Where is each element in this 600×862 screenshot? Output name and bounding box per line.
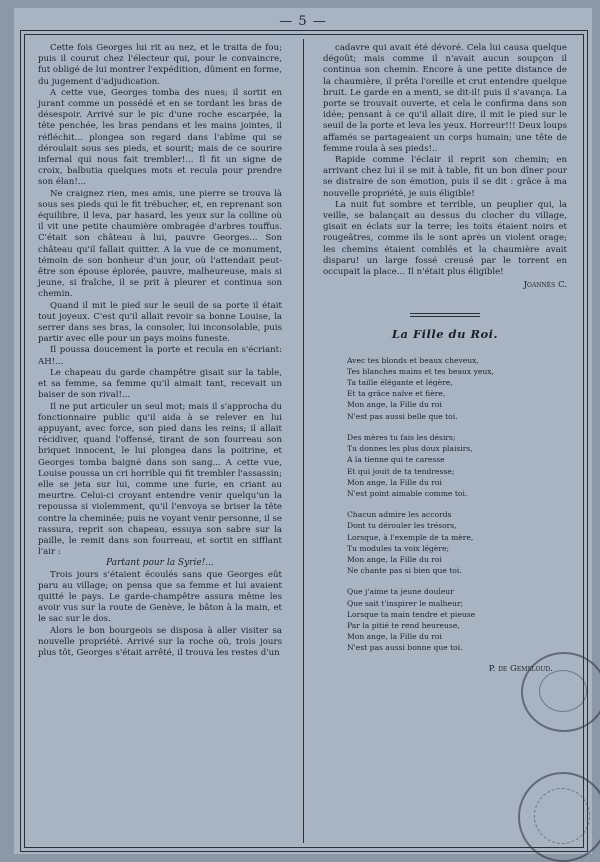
- poem-line: Que j'aime ta jeune douleur: [347, 587, 454, 597]
- paragraph: Cette fois Georges lui rit au nez, et le traita de fou; puis il courut chez l'électeur qui, pour le convaincre, fut obligé de lui montrer l'expédition, dûment en forme, du jugement d'adjudication.: [38, 43, 282, 87]
- poem-line: Chacun admire les accords: [347, 510, 452, 520]
- poem-stanza: [347, 586, 567, 653]
- column-divider: [303, 39, 304, 843]
- poem-line: Mon ange, la Fille du roi: [347, 477, 442, 487]
- poem-line: N'est pas aussi belle que toi.: [347, 411, 458, 421]
- paragraph: Alors le bon bourgeois se disposa à aller visiter sa nouvelle propriété. Arrivé sur la roche où, trois jours plus tôt, Georges s'était arrêté, il trouva les restes d'un: [38, 625, 282, 658]
- poem-line: Mon ange, la Fille du roi: [347, 632, 442, 642]
- page-frame: [24, 34, 584, 848]
- poem-line: A la tienne qui te caresse: [347, 455, 445, 465]
- newspaper-page: [14, 8, 592, 854]
- poem-line: Tes blanches mains et tes beaux yeux,: [347, 366, 494, 376]
- page-number: — 5 —: [279, 14, 327, 29]
- poem-line: Avec tes blonds et beaux cheveux,: [347, 355, 479, 365]
- poem-line: Ta taille élégante et légère,: [347, 378, 453, 388]
- poem-stanza: [347, 509, 567, 576]
- right-column: [323, 43, 567, 839]
- poem-title: La Fille du Roi.: [391, 327, 499, 342]
- paragraph: Quand il mit le pied sur le seuil de sa porte il était tout joyeux. C'est qu'il allait revoir sa bonne Louise, la serrer dans ses bras, la consoler, lui inconsolable, puis partir avec elle pour un pays moins funeste.: [38, 300, 282, 345]
- poem-stanza: [347, 432, 567, 499]
- poem-stanza: [347, 355, 567, 422]
- poem-line: N'est pas aussi bonne que toi.: [347, 643, 463, 653]
- library-stamp-mark: [518, 772, 600, 862]
- postage-stamp-mark: [521, 652, 600, 732]
- poem-line: Et qui jouit de ta tendresse;: [347, 466, 455, 476]
- poem-line: Lorsque ta main tendre et pieuse: [347, 609, 476, 619]
- paragraph: Il ne put articuler un seul mot; mais il s'approcha du fonctionnaire public qu'il aida à se relever en lui appuyant, avec force, son pied dans les reins; il allait récidiver, quand l'offensé, tirant de son fourreau son briquet innocent, le lui plongea dans la poitrine, et Georges tomba baigné dans son sang... A cette vue, Louise poussa un cri horrible qui fit trembler l'assassin; elle se jeta sur lui, comme une furie, en criant au meurtre. Celui-ci croyant entendre venir quelqu'un la repoussa si violemment, qu'il l'envoya se briser la tête contre la cheminée; puis ne voyant venir personne, il se rassura, reprit son chapeau, essuya son sabre sur la paille, le remit dans son fourreau, et sortit en sifflant l'air :: [38, 401, 282, 558]
- story-signature: Joannès C.: [523, 280, 567, 291]
- paragraph: Rapide comme l'éclair il reprit son chemin; en arrivant chez lui il se mit à table, fit un bon dîner pour se distraire de son émotion, puis il se dit : grâce à ma nouvelle propriété, je suis éligible!: [323, 155, 567, 199]
- paragraph: Trois jours s'étaient écoulés sans que Georges eût paru au village; on pensa que sa femme et lui avaient quitté le pays. Le garde-champêtre assura même les avoir vus sur la route de Genève, le bâton à la main, et le sac sur le dos.: [38, 569, 282, 625]
- poem-signature: P. de Gemsloud.: [488, 663, 553, 674]
- paragraph: cadavre qui avait été dévoré. Cela lui causa quelque dégoût; mais comme il n'avait aucun soupçon il continua son chemin. Encore à une petite distance de la chaumière, il prêta l'oreille et crut entendre quelque bruit. Le garde en a menti, se dit-il! puis il s'avança. La porte se trouvait ouverte, et cela le confirma dans son idée; pensant à ce qu'il allait dire, il mit le pied sur le seuil de la porte et leva les yeux. Horreur!!! Deux loups affamés se partageaient un corps humain; une tête de femme roula à ses pieds!..: [323, 43, 567, 154]
- paragraph: Le chapeau du garde champêtre gisait sur la table, et sa femme, sa femme qu'il aimait tant, recevait un baiser de son rival!...: [38, 367, 282, 401]
- left-column: [38, 43, 282, 839]
- poem-line: N'est point aimable comme toi.: [347, 488, 468, 498]
- paragraph: Ne craignez rien, mes amis, une pierre se trouva là sous ses pieds qui le fit trébucher, et, en reprenant son équilibre, il leva, par hasard, les yeux sur la colline où il vit une petite chaumière ombragée d'arbres touffus. C'était son château à lui, pauvre Georges... Son château qu'il fallait quitter. A la vue de ce monument, témoin de son bonheur d'un jour, où l'attendait peut-être son épouse éplorée, pauvre, malheureuse, mais si jeune, si fraîche, il se prit à pleurer et continua son chemin.: [38, 188, 282, 300]
- poem-line: Que sait t'inspirer le malheur;: [347, 598, 464, 608]
- poem-line: Par la pitié te rend heureuse,: [347, 620, 460, 630]
- poem-line: Tu modules ta voix légère;: [347, 543, 450, 553]
- poem-line: Des mères tu fais les désirs;: [347, 432, 456, 442]
- poem-line: Lorsque, à l'exemple de ta mère,: [347, 532, 474, 542]
- poem-line: Mon ange, la Fille du roi: [347, 400, 442, 410]
- poem-line: Mon ange, la Fille du roi: [347, 554, 442, 564]
- paragraph: A cette vue, Georges tomba des nues; il sortit en jurant comme un possédé et en se tordant les bras de désespoir. Arrivé sur le pic d'une roche escarpée, la tête penchée, les bras pendans et les mains jointes, il réfléchit... plongea son regard dans l'abîme qui se déroulait sous ses pieds, et sourit; mais de ce sourire infernal qui nous fait trembler!... Il fit un signe de croix, balbutia quelques mots et recula pour prendre son élan!...: [38, 87, 282, 188]
- song-line: Partant pour la Syrie!...: [106, 558, 214, 569]
- section-rule: [410, 313, 480, 317]
- poem-line: Et ta grâce naïve et fière,: [347, 389, 446, 399]
- poem-line: Tu donnes les plus doux plaisirs,: [347, 444, 473, 454]
- paragraph: La nuit fut sombre et terrible, un peuplier qui, la veille, se balançait au dessus du clocher du village, gisait en éclats sur la terre; les toits étaient noirs et rougeâtres, comme ils le sont après un violent orage; les chemins étaient comblés et la chaumière avait disparu! un large fossé creusé par le torrent en occupait la place... Il n'était plus éligible!: [323, 199, 567, 278]
- poem-line: Dont tu dérouler les trésors,: [347, 521, 457, 531]
- paragraph: Il poussa doucement la porte et recula en s'écriant: AH!...: [38, 345, 282, 367]
- poem-line: Ne chante pas si bien que toi.: [347, 566, 462, 576]
